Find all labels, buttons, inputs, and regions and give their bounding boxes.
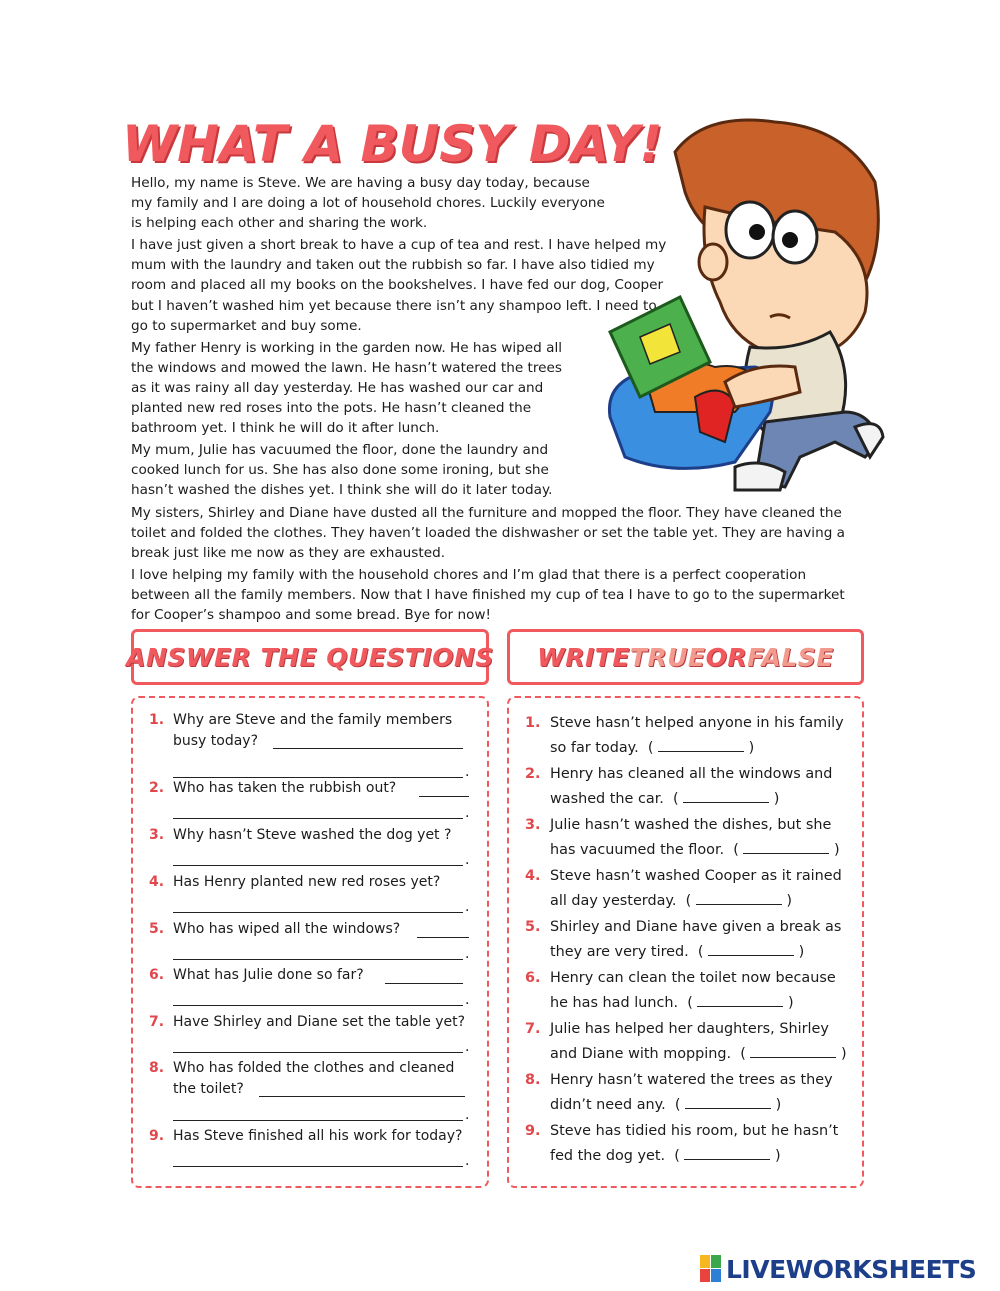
answer-field[interactable] <box>173 912 463 913</box>
true-false-field[interactable] <box>658 736 744 752</box>
true-false-field[interactable] <box>743 838 829 854</box>
true-false-field[interactable] <box>708 940 794 956</box>
question-text: Why hasn’t Steve washed the dog yet ? <box>173 827 452 843</box>
paragraph-julie: My mum, Julie has vacuumed the floor, done the laundry and cooked lunch for us. She has also done some ironing, but she hasn’t washed the dishes yet. I think she will do it later today. <box>131 442 553 499</box>
statement-item <box>525 1017 855 1067</box>
period: . <box>465 805 470 821</box>
paragraph-steve: I have just given a short break to have a cup of tea and rest. I have helped my mum with the laundry and taken out the rubbish so far. I have also tidied my room and placed all my books on the bookshelves. I have fed our dog, Cooper but I haven’t washed him yet because there isn’t any shampoo left. I need to go to supermarket and buy some. <box>131 237 667 334</box>
answer-field[interactable] <box>419 782 469 797</box>
true-false-header <box>507 629 864 685</box>
question-number: 7. <box>149 1014 165 1030</box>
paragraph-intro: Hello, my name is Steve. We are having a busy day today, because my family and I are doing a lot of household chores. Luckily everyone is helping each other and sharing the work. <box>131 175 605 232</box>
question-number: 1. <box>149 712 165 728</box>
statement-item <box>525 864 855 914</box>
statement-item <box>525 762 855 812</box>
question-item <box>149 872 479 916</box>
statement-item <box>525 813 855 863</box>
question-number: 2. <box>149 780 165 796</box>
statement-item <box>525 915 855 965</box>
period: . <box>465 764 470 780</box>
write-label: WRITE <box>537 642 630 672</box>
true-false-panel <box>507 696 864 1188</box>
statement-text: Steve has tidied his room, but he hasn’t <box>550 1123 839 1139</box>
statement-text-continued: fed the dog yet. ( ) <box>550 1144 781 1169</box>
answer-field[interactable] <box>173 865 463 866</box>
question-text: Who has folded the clothes and cleaned <box>173 1060 455 1076</box>
period: . <box>465 852 470 868</box>
answer-field[interactable] <box>173 1120 463 1121</box>
statement-text: Henry hasn’t watered the trees as they <box>550 1072 833 1088</box>
period: . <box>465 1107 470 1123</box>
paragraph-sisters: My sisters, Shirley and Diane have dusted all the furniture and mopped the floor. They have cleaned the toilet and folded the clothes. They haven’t loaded the dishwasher or set the table yet. They are having a break just like me now as they are exhausted. <box>131 504 845 561</box>
statement-text: Steve hasn’t helped anyone in his family <box>550 715 844 731</box>
question-number: 5. <box>149 921 165 937</box>
question-number: 9. <box>149 1128 165 1144</box>
worksheet-title: WHAT A BUSY DAY! <box>122 115 663 173</box>
question-text: Who has taken the rubbish out? <box>173 780 397 796</box>
true-false-field[interactable] <box>697 991 783 1007</box>
question-item <box>149 778 479 822</box>
question-text: Have Shirley and Diane set the table yet? <box>173 1014 466 1030</box>
true-false-field[interactable] <box>685 1093 771 1109</box>
statement-text-continued: washed the car. ( ) <box>550 787 779 812</box>
question-number: 3. <box>149 827 165 843</box>
answer-field[interactable] <box>173 1166 463 1167</box>
answer-field[interactable] <box>173 959 463 960</box>
true-false-field[interactable] <box>696 889 782 905</box>
statement-text: Henry can clean the toilet now because <box>550 970 836 986</box>
statement-text-continued: so far today. ( ) <box>550 736 754 761</box>
answer-field[interactable] <box>173 818 463 819</box>
question-item <box>149 1058 479 1122</box>
question-text: Why are Steve and the family members <box>173 712 453 728</box>
true-label: TRUE <box>629 642 706 672</box>
question-text-continued: the toilet? <box>173 1081 244 1097</box>
period: . <box>465 899 470 915</box>
statement-text: Steve hasn’t washed Cooper as it rained <box>550 868 842 884</box>
question-item <box>149 710 479 780</box>
question-item <box>149 965 479 1009</box>
questions-panel <box>131 696 489 1188</box>
statement-text: Shirley and Diane have given a break as <box>550 919 842 935</box>
period: . <box>465 946 470 962</box>
paragraph-henry: My father Henry is working in the garden now. He has wiped all the windows and mowed the lawn. He hasn’t watered the trees as it was rainy all day yesterday. He has washed our car and planted new red roses into the pots. He hasn’t cleaned the bathroom yet. I think he will do it after lunch. <box>131 339 563 437</box>
answer-questions-label: ANSWER THE QUESTIONS <box>126 642 494 672</box>
answer-field[interactable] <box>173 1052 463 1053</box>
statement-text-continued: has vacuumed the floor. ( ) <box>550 838 840 863</box>
question-text: Who has wiped all the windows? <box>173 921 401 937</box>
statement-text: Julie has helped her daughters, Shirley <box>550 1021 829 1037</box>
true-false-field[interactable] <box>683 787 769 803</box>
paragraph-closing: I love helping my family with the household chores and I’m glad that there is a perfect cooperation between all the family members. Now that I have finished my cup of tea I have to go to the supermarket for Cooper’s shampoo and some bread. Bye for now! <box>131 566 845 623</box>
statement-number: 7. <box>525 1021 541 1037</box>
question-text: What has Julie done so far? <box>173 967 364 983</box>
period: . <box>465 1039 470 1055</box>
question-text-continued: busy today? <box>173 733 259 749</box>
question-item <box>149 919 479 963</box>
question-item <box>149 825 479 869</box>
answer-field[interactable] <box>273 734 463 749</box>
period: . <box>465 992 470 1008</box>
statement-item <box>525 1068 855 1118</box>
question-item <box>149 1126 479 1170</box>
statement-text-continued: all day yesterday. ( ) <box>550 889 792 914</box>
question-text: Has Steve finished all his work for today? <box>173 1128 463 1144</box>
statement-number: 5. <box>525 919 541 935</box>
statement-number: 3. <box>525 817 541 833</box>
statement-number: 9. <box>525 1123 541 1139</box>
question-text: Has Henry planted new red roses yet? <box>173 874 441 890</box>
answer-questions-header <box>126 629 494 685</box>
statement-text-continued: they are very tired. ( ) <box>550 940 804 965</box>
question-number: 6. <box>149 967 165 983</box>
true-false-field[interactable] <box>750 1042 836 1058</box>
false-label: FALSE <box>747 642 834 672</box>
statement-number: 8. <box>525 1072 541 1088</box>
statement-text: Henry has cleaned all the windows and <box>550 766 833 782</box>
answer-field[interactable] <box>173 1005 463 1006</box>
boy-carrying-laundry-illustration <box>585 112 885 497</box>
brand-name: LIVEWORKSHEETS <box>726 1254 977 1284</box>
statement-text: Julie hasn’t washed the dishes, but she <box>550 817 832 833</box>
statement-text-continued: and Diane with mopping. ( ) <box>550 1042 847 1067</box>
liveworksheets-logo-icon <box>700 1255 722 1283</box>
answer-field[interactable] <box>385 969 463 984</box>
or-label: OR <box>705 642 748 672</box>
statement-item <box>525 966 855 1016</box>
statement-text-continued: he has had lunch. ( ) <box>550 991 794 1016</box>
answer-field[interactable] <box>417 923 469 938</box>
true-false-field[interactable] <box>684 1144 770 1160</box>
statement-number: 2. <box>525 766 541 782</box>
answer-field[interactable] <box>259 1082 465 1097</box>
liveworksheets-brand <box>700 1252 976 1286</box>
statement-number: 4. <box>525 868 541 884</box>
period: . <box>465 1153 470 1169</box>
statement-text-continued: didn’t need any. ( ) <box>550 1093 781 1118</box>
question-item <box>149 1012 479 1056</box>
statement-item <box>525 711 855 761</box>
question-number: 4. <box>149 874 165 890</box>
statement-item <box>525 1119 855 1169</box>
question-number: 8. <box>149 1060 165 1076</box>
statement-number: 6. <box>525 970 541 986</box>
statement-number: 1. <box>525 715 541 731</box>
